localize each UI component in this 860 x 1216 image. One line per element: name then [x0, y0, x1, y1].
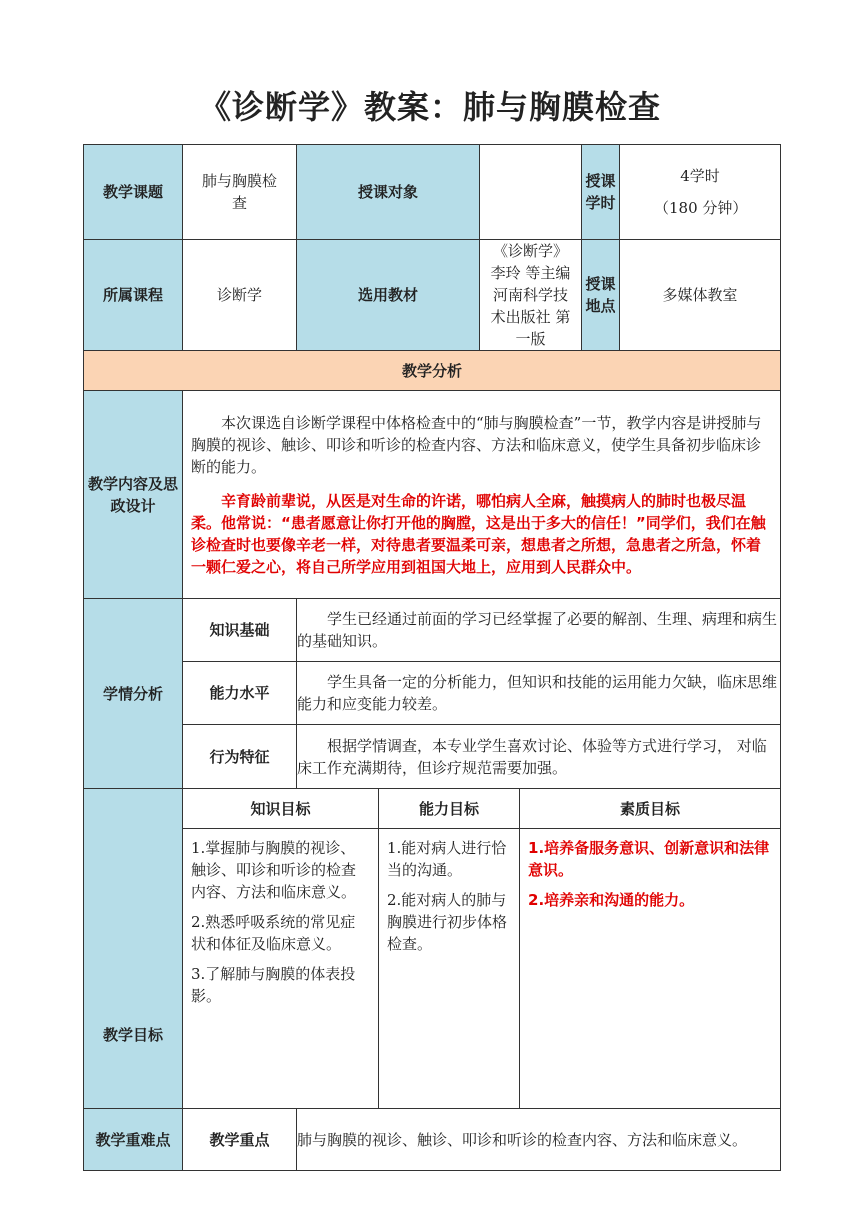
- behavior-para: 根据学情调查，本专业学生喜欢讨论、体验等方式进行学习， 对临床工作充满期待，但诊疗规范需要加强。: [297, 736, 767, 777]
- textbook-value: [480, 240, 582, 351]
- table-row: [84, 1109, 781, 1171]
- table-row: [84, 662, 781, 725]
- place-label-text: 授课地点: [585, 275, 616, 315]
- knowledge-objective-item: 1.掌握肺与胸膜的视诊、触诊、叩诊和听诊的检查内容、方法和临床意义。: [191, 839, 357, 901]
- topic-text: 肺与胸膜检查: [201, 172, 277, 212]
- content-paragraph: 本次课选自诊断学课程中体格检查中的“肺与胸膜检查”一节，教学内容是讲授肺与胸膜的视诊、触诊、叩诊和听诊的检查内容、方法和临床意义，使学生具备初步临床诊断的能力。: [191, 413, 762, 476]
- knowledge-basis-text: [297, 599, 781, 662]
- hours-label-text: 授课学时: [585, 172, 616, 212]
- hours-value: [620, 145, 781, 240]
- topic-label: 教学课题: [84, 145, 183, 240]
- quality-objective-item: 1.培养备服务意识、创新意识和法律意识。: [528, 839, 770, 879]
- keypoints-label: 教学重难点: [84, 1109, 183, 1171]
- behavior-text: [297, 725, 781, 789]
- table-row: [84, 829, 781, 1109]
- objectives-label: 教学目标: [84, 789, 183, 1109]
- ability-level-text: [297, 662, 781, 725]
- table-row: [84, 240, 781, 351]
- analysis-band: 教学分析: [84, 351, 781, 391]
- hours-line2: （180 分钟）: [654, 199, 748, 217]
- course-label: 所属课程: [84, 240, 183, 351]
- behavior-label: 行为特征: [183, 725, 297, 789]
- quality-objectives: [520, 829, 781, 1109]
- table-row: [84, 145, 781, 240]
- table-row: [84, 599, 781, 662]
- keypoints-sub-label: 教学重点: [183, 1109, 297, 1171]
- knowledge-basis-label: 知识基础: [183, 599, 297, 662]
- lesson-plan-table: [83, 144, 781, 1171]
- quality-objective-item: 2.培养亲和沟通的能力。: [528, 891, 695, 909]
- knowledge-objectives: [183, 829, 379, 1109]
- place-value: 多媒体教室: [620, 240, 781, 351]
- knowledge-objective-item: 3.了解肺与胸膜的体表投影。: [191, 965, 356, 1005]
- hours-line1: 4学时: [680, 167, 720, 185]
- ability-objectives: [379, 829, 520, 1109]
- course-value: 诊断学: [183, 240, 297, 351]
- knowledge-objective-header: 知识目标: [183, 789, 379, 829]
- table-row: [84, 725, 781, 789]
- keypoints-text: 肺与胸膜的视诊、触诊、叩诊和听诊的检查内容、方法和临床意义。: [297, 1109, 781, 1171]
- audience-label: 授课对象: [297, 145, 480, 240]
- ability-level-label: 能力水平: [183, 662, 297, 725]
- students-label: 学情分析: [84, 599, 183, 789]
- audience-value: [480, 145, 582, 240]
- ability-objective-item: 1.能对病人进行恰当的沟通。: [387, 839, 507, 879]
- table-row: [84, 789, 781, 829]
- table-row: [84, 351, 781, 391]
- textbook-label: 选用教材: [297, 240, 480, 351]
- content-label-text: 教学内容及思政设计: [88, 474, 179, 515]
- textbook-text: 《诊断学》李玲 等主编河南科学技术出版社 第一版: [490, 242, 571, 348]
- ability-objective-header: 能力目标: [379, 789, 520, 829]
- table-row: [84, 391, 781, 599]
- ability-objective-item: 2.能对病人的肺与胸膜进行初步体格检查。: [387, 891, 508, 953]
- ideology-paragraph: 辛育龄前辈说，从医是对生命的许诺，哪怕病人全麻，触摸病人的肺时也极尽温柔。他常说：“患者愿意让你打开他的胸膛，这是出于多大的信任！”同学们，我们在触诊检查时也要像辛老一样，对待患者要温柔可亲，想患者之所想，急患者之所急，怀着一颗仁爱之心，将自己所学应用到祖国大地上，应用到人民群众中。: [191, 491, 766, 576]
- hours-label: [582, 145, 620, 240]
- content-label: [84, 391, 183, 599]
- place-label: [582, 240, 620, 351]
- knowledge-objective-item: 2.熟悉呼吸系统的常见症状和体征及临床意义。: [191, 913, 356, 953]
- content-cell: [183, 391, 781, 599]
- ability-level-para: 学生具备一定的分析能力，但知识和技能的运用能力欠缺，临床思维能力和应变能力较差。: [297, 673, 778, 713]
- page-title: 《诊断学》教案：肺与胸膜检查: [198, 88, 661, 126]
- knowledge-basis-para: 学生已经通过前面的学习已经掌握了必要的解剖、生理、病理和病生的基础知识。: [297, 610, 778, 650]
- topic-value: [183, 145, 297, 240]
- quality-objective-header: 素质目标: [520, 789, 781, 829]
